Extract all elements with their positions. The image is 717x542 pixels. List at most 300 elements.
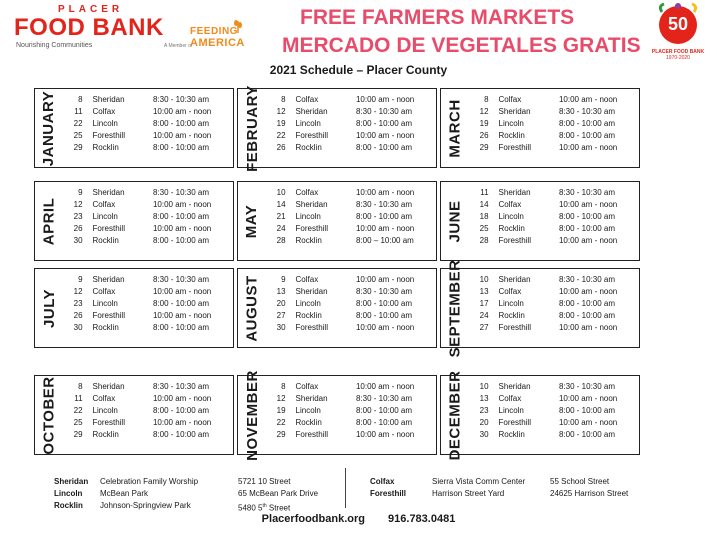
schedule-date: 13 bbox=[276, 287, 286, 296]
schedule-date: 19 bbox=[276, 119, 286, 128]
schedule-row bbox=[470, 118, 637, 130]
title-spanish: MERCADO DE VEGETALES GRATIS bbox=[282, 34, 641, 57]
schedule-rows bbox=[267, 381, 434, 441]
schedule-row bbox=[64, 106, 231, 118]
schedule-date: 29 bbox=[479, 143, 489, 152]
month-october bbox=[34, 375, 234, 455]
schedule-city: Sheridan bbox=[498, 188, 531, 197]
month-name-label: JUNE bbox=[446, 199, 464, 243]
month-name bbox=[35, 89, 63, 167]
schedule-row bbox=[267, 199, 434, 211]
schedule-row bbox=[64, 187, 231, 199]
america-text: AMERICA bbox=[190, 37, 245, 49]
schedule-city: Sheridan bbox=[295, 107, 328, 116]
legend-row bbox=[370, 488, 642, 500]
schedule-time: 8:00 - 10:00 am bbox=[558, 430, 616, 439]
schedule-row bbox=[267, 310, 434, 322]
schedule-date: 24 bbox=[479, 311, 489, 320]
schedule-time: 8:00 - 10:00 am bbox=[558, 311, 616, 320]
schedule-date: 23 bbox=[73, 299, 83, 308]
schedule-city: Sheridan bbox=[92, 188, 125, 197]
month-name bbox=[238, 182, 266, 260]
schedule-date: 29 bbox=[276, 430, 286, 439]
schedule-time: 10:00 am - noon bbox=[152, 107, 212, 116]
schedule-city: Foresthill bbox=[295, 224, 328, 233]
schedule-time: 10:00 am - noon bbox=[558, 236, 618, 245]
schedule-date: 13 bbox=[479, 394, 489, 403]
schedule-rows bbox=[267, 187, 434, 247]
schedule-date: 12 bbox=[73, 287, 83, 296]
schedule-city: Rocklin bbox=[295, 143, 322, 152]
schedule-city: Colfax bbox=[498, 394, 522, 403]
schedule-time: 8:00 - 10:00 am bbox=[355, 418, 413, 427]
schedule-date: 24 bbox=[276, 224, 286, 233]
schedule-date: 11 bbox=[74, 107, 83, 116]
schedule-time: 10:00 am - noon bbox=[558, 143, 618, 152]
schedule-date: 28 bbox=[276, 236, 286, 245]
schedule-subtitle: 2021 Schedule – Placer County bbox=[269, 63, 448, 77]
schedule-time: 8:00 - 10:00 am bbox=[355, 212, 413, 221]
schedule-city: Foresthill bbox=[92, 131, 125, 140]
placer-food-bank-logo bbox=[14, 4, 193, 54]
schedule-row bbox=[267, 223, 434, 235]
schedule-time: 10:00 am - noon bbox=[355, 188, 415, 197]
schedule-row bbox=[470, 417, 637, 429]
schedule-time: 8:00 - 10:00 am bbox=[558, 299, 616, 308]
schedule-time: 8:30 - 10:30 am bbox=[152, 95, 210, 104]
month-name-label: JULY bbox=[40, 288, 58, 328]
schedule-city: Sheridan bbox=[498, 382, 531, 391]
schedule-city: Foresthill bbox=[295, 323, 328, 332]
legend-city: Colfax bbox=[370, 477, 395, 486]
schedule-city: Sheridan bbox=[92, 382, 125, 391]
schedule-city: Foresthill bbox=[92, 224, 125, 233]
schedule-row bbox=[267, 106, 434, 118]
month-name-label: DECEMBER bbox=[446, 370, 464, 460]
schedule-time: 10:00 am - noon bbox=[355, 224, 415, 233]
schedule-date: 18 bbox=[479, 212, 489, 221]
location-legend-right bbox=[370, 476, 642, 500]
schedule-row bbox=[267, 211, 434, 223]
schedule-row bbox=[267, 286, 434, 298]
schedule-row bbox=[267, 130, 434, 142]
schedule-row bbox=[267, 429, 434, 441]
schedule-row bbox=[64, 130, 231, 142]
schedule-city: Colfax bbox=[498, 95, 522, 104]
schedule-time: 8:00 - 10:00 am bbox=[152, 119, 210, 128]
schedule-date: 20 bbox=[276, 299, 286, 308]
legend-city: Foresthill bbox=[370, 489, 407, 498]
schedule-date: 9 bbox=[78, 188, 83, 197]
schedule-time: 8:00 - 10:00 am bbox=[558, 119, 616, 128]
schedule-city: Lincoln bbox=[498, 212, 524, 221]
schedule-row bbox=[64, 381, 231, 393]
month-name bbox=[35, 269, 63, 347]
schedule-date: 12 bbox=[73, 200, 83, 209]
schedule-row bbox=[64, 142, 231, 154]
schedule-row bbox=[64, 274, 231, 286]
schedule-date: 25 bbox=[73, 418, 83, 427]
schedule-row bbox=[470, 235, 637, 247]
schedule-date: 30 bbox=[73, 323, 83, 332]
schedule-rows bbox=[470, 187, 637, 247]
schedule-city: Sheridan bbox=[295, 200, 328, 209]
schedule-time: 8:00 - 10:00 am bbox=[152, 406, 210, 415]
schedule-city: Colfax bbox=[92, 200, 116, 209]
schedule-date: 11 bbox=[480, 188, 489, 197]
schedule-city: Rocklin bbox=[295, 418, 322, 427]
schedule-city: Colfax bbox=[295, 275, 319, 284]
feeding-text: FEEDING bbox=[190, 26, 238, 37]
schedule-time: 8:00 - 10:00 am bbox=[152, 212, 210, 221]
month-name-label: MARCH bbox=[446, 98, 464, 158]
logo-tagline: Nourishing Communities bbox=[16, 42, 93, 49]
schedule-date: 27 bbox=[276, 311, 286, 320]
schedule-time: 10:00 am - noon bbox=[558, 200, 618, 209]
schedule-rows bbox=[64, 274, 231, 334]
schedule-date: 10 bbox=[479, 275, 489, 284]
schedule-date: 12 bbox=[276, 394, 286, 403]
schedule-date: 28 bbox=[479, 236, 489, 245]
legend-divider bbox=[345, 468, 346, 508]
schedule-row bbox=[64, 94, 231, 106]
schedule-time: 10:00 am - noon bbox=[355, 95, 415, 104]
schedule-city: Foresthill bbox=[295, 131, 328, 140]
schedule-date: 26 bbox=[479, 131, 489, 140]
schedule-time: 8:30 - 10:30 am bbox=[152, 275, 210, 284]
website-link[interactable]: Placerfoodbank.org bbox=[261, 513, 365, 525]
schedule-city: Colfax bbox=[295, 95, 319, 104]
schedule-time: 8:30 - 10:30 am bbox=[558, 382, 616, 391]
schedule-row bbox=[470, 130, 637, 142]
month-july bbox=[34, 268, 234, 348]
schedule-rows bbox=[64, 381, 231, 441]
schedule-row bbox=[267, 405, 434, 417]
schedule-time: 8:00 - 10:00 am bbox=[355, 406, 413, 415]
schedule-time: 10:00 am - noon bbox=[558, 287, 618, 296]
schedule-city: Sheridan bbox=[92, 95, 125, 104]
legend-place: McBean Park bbox=[100, 489, 149, 498]
schedule-city: Rocklin bbox=[92, 143, 119, 152]
logo-top-text: PLACER bbox=[58, 4, 124, 15]
schedule-time: 10:00 am - noon bbox=[152, 200, 212, 209]
schedule-time: 8:30 - 10:30 am bbox=[152, 188, 210, 197]
schedule-date: 22 bbox=[276, 418, 286, 427]
schedule-city: Rocklin bbox=[498, 311, 525, 320]
schedule-row bbox=[267, 94, 434, 106]
schedule-city: Rocklin bbox=[295, 236, 322, 245]
location-legend-left bbox=[54, 476, 326, 515]
month-name bbox=[238, 269, 266, 347]
schedule-date: 14 bbox=[479, 200, 489, 209]
month-name bbox=[441, 370, 469, 460]
schedule-date: 12 bbox=[479, 107, 489, 116]
schedule-time: 8:30 - 10:30 am bbox=[355, 107, 413, 116]
schedule-date: 13 bbox=[479, 287, 489, 296]
schedule-row bbox=[267, 187, 434, 199]
schedule-time: 8:00 - 10:00 am bbox=[152, 143, 210, 152]
schedule-row bbox=[267, 142, 434, 154]
schedule-city: Rocklin bbox=[92, 430, 119, 439]
month-january bbox=[34, 88, 234, 168]
schedule-time: 10:00 am - noon bbox=[558, 323, 618, 332]
schedule-row bbox=[470, 322, 637, 334]
schedule-city: Rocklin bbox=[498, 430, 525, 439]
schedule-time: 8:00 - 10:00 am bbox=[558, 224, 616, 233]
schedule-date: 22 bbox=[73, 119, 83, 128]
schedule-city: Lincoln bbox=[295, 119, 321, 128]
schedule-city: Rocklin bbox=[295, 311, 322, 320]
schedule-date: 29 bbox=[73, 143, 83, 152]
month-april bbox=[34, 181, 234, 261]
legend-city: Rocklin bbox=[54, 501, 83, 510]
schedule-city: Lincoln bbox=[498, 119, 524, 128]
schedule-time: 10:00 am - noon bbox=[152, 287, 212, 296]
schedule-time: 10:00 am - noon bbox=[355, 382, 415, 391]
schedule-city: Lincoln bbox=[498, 406, 524, 415]
schedule-city: Lincoln bbox=[92, 119, 118, 128]
schedule-time: 8:00 - 10:00 am bbox=[355, 143, 413, 152]
schedule-date: 26 bbox=[276, 143, 286, 152]
schedule-row bbox=[64, 211, 231, 223]
schedule-rows bbox=[267, 94, 434, 154]
schedule-date: 27 bbox=[479, 323, 489, 332]
phone-number: 916.783.0481 bbox=[388, 513, 456, 525]
month-name bbox=[441, 89, 469, 167]
schedule-date: 30 bbox=[73, 236, 83, 245]
legend-row bbox=[370, 476, 642, 488]
schedule-time: 10:00 am - noon bbox=[355, 323, 415, 332]
month-name-label: APRIL bbox=[40, 197, 58, 245]
legend-city: Sheridan bbox=[54, 477, 89, 486]
schedule-time: 8:30 - 10:30 am bbox=[558, 188, 616, 197]
schedule-date: 22 bbox=[73, 406, 83, 415]
schedule-date: 30 bbox=[479, 430, 489, 439]
schedule-city: Foresthill bbox=[498, 418, 531, 427]
schedule-date: 12 bbox=[276, 107, 286, 116]
schedule-date: 8 bbox=[78, 382, 83, 391]
month-name-label: SEPTEMBER bbox=[446, 259, 464, 357]
schedule-date: 8 bbox=[281, 382, 286, 391]
schedule-city: Colfax bbox=[498, 287, 522, 296]
schedule-row bbox=[267, 274, 434, 286]
schedule-date: 20 bbox=[479, 418, 489, 427]
schedule-city: Sheridan bbox=[295, 287, 328, 296]
schedule-row bbox=[64, 393, 231, 405]
schedule-row bbox=[470, 381, 637, 393]
schedule-city: Sheridan bbox=[92, 275, 125, 284]
schedule-date: 23 bbox=[479, 406, 489, 415]
schedule-date: 14 bbox=[276, 200, 286, 209]
header bbox=[0, 0, 717, 77]
month-name-label: OCTOBER bbox=[40, 375, 58, 455]
schedule-city: Lincoln bbox=[92, 299, 118, 308]
schedule-time: 8:30 - 10:30 am bbox=[152, 382, 210, 391]
schedule-row bbox=[64, 429, 231, 441]
legend-address: 65 McBean Park Drive bbox=[238, 489, 319, 498]
schedule-city: Rocklin bbox=[92, 236, 119, 245]
schedule-row bbox=[470, 429, 637, 441]
schedule-time: 8:00 - 10:00 am bbox=[355, 299, 413, 308]
schedule-row bbox=[64, 118, 231, 130]
schedule-city: Lincoln bbox=[295, 299, 321, 308]
schedule-date: 8 bbox=[78, 95, 83, 104]
schedule-date: 10 bbox=[479, 382, 489, 391]
month-name-label: MAY bbox=[243, 204, 261, 238]
schedule-city: Lincoln bbox=[295, 406, 321, 415]
month-name bbox=[441, 259, 469, 357]
schedule-date: 21 bbox=[276, 212, 286, 221]
schedule-row bbox=[267, 322, 434, 334]
legend-place: Sierra Vista Comm Center bbox=[432, 477, 526, 486]
month-august bbox=[237, 268, 437, 348]
schedule-rows bbox=[470, 274, 637, 334]
month-name-label: NOVEMBER bbox=[243, 369, 261, 461]
schedule-row bbox=[64, 286, 231, 298]
schedule-time: 10:00 am - noon bbox=[152, 311, 212, 320]
month-december bbox=[440, 370, 640, 460]
month-february bbox=[237, 84, 437, 172]
legend-address: 55 School Street bbox=[550, 477, 610, 486]
month-name bbox=[238, 84, 266, 172]
schedule-city: Lincoln bbox=[92, 212, 118, 221]
schedule-row bbox=[470, 142, 637, 154]
schedule-date: 30 bbox=[276, 323, 286, 332]
schedule-time: 8:00 - 10:00 am bbox=[558, 406, 616, 415]
schedule-row bbox=[64, 298, 231, 310]
month-name bbox=[35, 182, 63, 260]
schedule-city: Lincoln bbox=[498, 299, 524, 308]
schedule-time: 8:30 - 10:30 am bbox=[355, 394, 413, 403]
schedule-time: 8:00 - 10:00 am bbox=[152, 299, 210, 308]
schedule-row bbox=[470, 223, 637, 235]
schedule-row bbox=[470, 298, 637, 310]
legend-address: 5721 10 Street bbox=[238, 477, 291, 486]
schedule-row bbox=[470, 199, 637, 211]
legend-row bbox=[54, 476, 326, 488]
schedule-time: 10:00 am - noon bbox=[355, 430, 415, 439]
month-november bbox=[237, 369, 437, 461]
legend-row bbox=[54, 488, 326, 500]
schedule-date: 17 bbox=[479, 299, 489, 308]
schedule-city: Rocklin bbox=[498, 224, 525, 233]
anniversary-badge bbox=[650, 2, 706, 62]
schedule-time: 8:00 - 10:00 am bbox=[355, 311, 413, 320]
schedule-city: Foresthill bbox=[498, 143, 531, 152]
schedule-city: Colfax bbox=[295, 382, 319, 391]
schedule-time: 8:00 - 10:00 am bbox=[355, 119, 413, 128]
month-name bbox=[441, 182, 469, 260]
schedule-date: 22 bbox=[276, 131, 286, 140]
schedule-row bbox=[470, 405, 637, 417]
feeding-america-logo bbox=[190, 18, 246, 54]
schedule-time: 10:00 am - noon bbox=[355, 275, 415, 284]
schedule-city: Colfax bbox=[92, 107, 116, 116]
schedule-row bbox=[64, 199, 231, 211]
schedule-date: 25 bbox=[73, 131, 83, 140]
schedule-row bbox=[470, 187, 637, 199]
schedule-time: 10:00 am - noon bbox=[558, 418, 618, 427]
month-june bbox=[440, 181, 640, 261]
badge-caption: PLACER FOOD BANK bbox=[651, 49, 705, 55]
schedule-time: 8:00 - 10:00 am bbox=[152, 323, 210, 332]
schedule-city: Sheridan bbox=[498, 107, 531, 116]
schedule-date: 29 bbox=[73, 430, 83, 439]
schedule-row bbox=[267, 381, 434, 393]
schedule-time: 8:00 - 10:00 am bbox=[558, 131, 616, 140]
schedule-city: Rocklin bbox=[92, 323, 119, 332]
schedule-time: 8:00 - 10:00 am bbox=[152, 236, 210, 245]
schedule-rows bbox=[470, 381, 637, 441]
schedule-city: Foresthill bbox=[295, 430, 328, 439]
schedule-time: 8:30 - 10:30 am bbox=[355, 287, 413, 296]
badge-years: 1970-2020 bbox=[666, 55, 690, 61]
schedule-time: 10:00 am - noon bbox=[152, 131, 212, 140]
schedule-row bbox=[64, 417, 231, 429]
schedule-time: 8:00 – 10:00 am bbox=[355, 236, 414, 245]
schedule-row bbox=[470, 393, 637, 405]
schedule-date: 26 bbox=[73, 311, 83, 320]
legend-place: Harrison Street Yard bbox=[432, 489, 505, 498]
schedule-time: 8:00 - 10:00 am bbox=[558, 212, 616, 221]
schedule-date: 19 bbox=[479, 119, 489, 128]
month-name-label: AUGUST bbox=[243, 274, 261, 342]
badge-number: 50 bbox=[668, 14, 689, 34]
legend-place: Celebration Family Worship bbox=[100, 477, 199, 486]
schedule-time: 8:30 - 10:30 am bbox=[558, 107, 616, 116]
month-march bbox=[440, 88, 640, 168]
schedule-date: 26 bbox=[73, 224, 83, 233]
schedule-row bbox=[267, 298, 434, 310]
schedule-row bbox=[64, 223, 231, 235]
legend-city: Lincoln bbox=[54, 489, 83, 498]
schedule-time: 10:00 am - noon bbox=[558, 394, 618, 403]
schedule-city: Colfax bbox=[295, 188, 319, 197]
schedule-time: 10:00 am - noon bbox=[355, 131, 415, 140]
month-name-label: FEBRUARY bbox=[243, 84, 261, 172]
schedule-row bbox=[470, 274, 637, 286]
schedule-time: 8:30 - 10:30 am bbox=[355, 200, 413, 209]
schedule-time: 10:00 am - noon bbox=[558, 95, 618, 104]
schedule-row bbox=[267, 235, 434, 247]
title-english: FREE FARMERS MARKETS bbox=[300, 6, 575, 29]
schedule-time: 10:00 am - noon bbox=[152, 394, 212, 403]
schedule-city: Sheridan bbox=[295, 394, 328, 403]
schedule-row bbox=[267, 417, 434, 429]
schedule-row bbox=[64, 322, 231, 334]
schedule-city: Foresthill bbox=[92, 311, 125, 320]
schedule-city: Colfax bbox=[92, 394, 116, 403]
schedule-date: 10 bbox=[276, 188, 286, 197]
schedule-date: 9 bbox=[78, 275, 83, 284]
schedule-city: Lincoln bbox=[295, 212, 321, 221]
schedule-rows bbox=[64, 94, 231, 154]
schedule-row bbox=[267, 118, 434, 130]
footer bbox=[0, 513, 717, 525]
schedule-row bbox=[267, 393, 434, 405]
schedule-time: 8:00 - 10:00 am bbox=[152, 430, 210, 439]
schedule-rows bbox=[64, 187, 231, 247]
schedule-rows bbox=[267, 274, 434, 334]
schedule-date: 9 bbox=[281, 275, 286, 284]
schedule-date: 23 bbox=[73, 212, 83, 221]
logo-main-text: FOOD BANK bbox=[14, 14, 164, 41]
schedule-row bbox=[64, 405, 231, 417]
month-name bbox=[35, 376, 63, 454]
schedule-row bbox=[470, 211, 637, 223]
schedule-city: Lincoln bbox=[92, 406, 118, 415]
legend-place: Johnson-Springview Park bbox=[100, 501, 191, 510]
